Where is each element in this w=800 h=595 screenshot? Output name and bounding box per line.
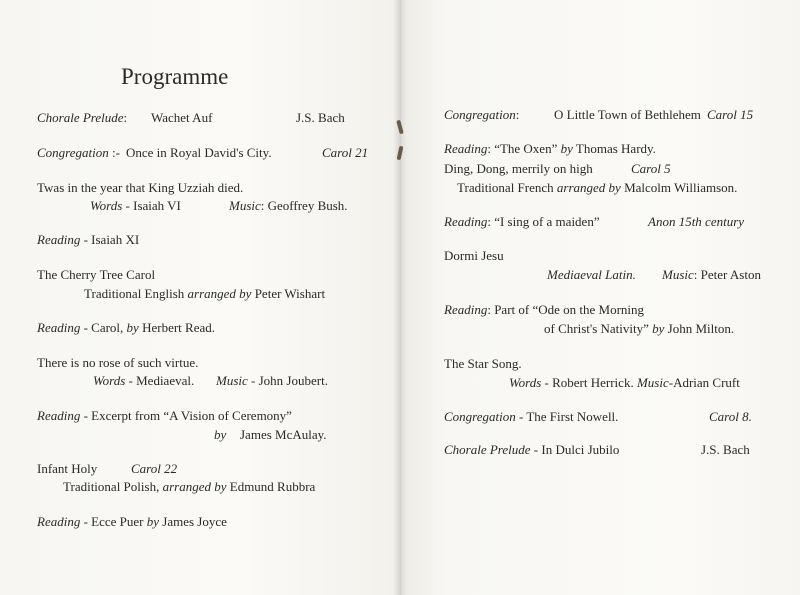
credit-value: : Peter Aston — [693, 267, 761, 282]
author: James Joyce — [159, 514, 227, 529]
credit-label: Words — [90, 198, 123, 213]
credit-label: Music — [636, 375, 669, 390]
work-title: Wachet Auf — [151, 110, 213, 125]
composer: J.S. Bach — [701, 442, 750, 457]
separator: : — [515, 107, 520, 122]
by-label: by — [126, 320, 139, 335]
author: John Milton. — [664, 321, 735, 336]
arranged-by-label: arranged by — [162, 479, 227, 494]
reading-title: - Isaiah XI — [80, 232, 140, 247]
binding-thread-icon — [396, 120, 404, 170]
tradition: Traditional English — [84, 286, 188, 301]
programme-line — [37, 145, 120, 161]
composer: J.S. Bach — [296, 110, 345, 125]
credit-value: Mediaeval Latin. — [547, 267, 636, 282]
programme-line — [37, 408, 292, 424]
arranger: Edmund Rubbra — [226, 479, 316, 494]
credits-line — [216, 373, 328, 389]
credit-value: - Isaiah VI — [122, 198, 181, 213]
arrangement-line — [63, 479, 315, 495]
section-label: Reading — [444, 214, 488, 229]
credit-value: - Mediaeval. — [125, 373, 195, 388]
reading-title: of Christ's Nativity” — [544, 321, 653, 336]
arrangement-line — [457, 180, 737, 196]
right-page — [400, 0, 800, 595]
by-label: by — [560, 141, 573, 156]
section-label: Congregation — [444, 409, 516, 424]
section-label: Reading — [37, 232, 81, 247]
credits-line — [662, 267, 761, 283]
reading-title: - Carol, — [80, 320, 127, 335]
carol-number: Carol 15 — [707, 107, 754, 122]
programme-line — [37, 110, 127, 126]
credit-label: Music — [229, 198, 261, 213]
programme-line — [444, 302, 644, 318]
programme-line — [444, 409, 618, 425]
arranger: Malcolm Williamson. — [620, 180, 738, 195]
credit-label: Music — [662, 267, 694, 282]
work-title: - The First Nowell. — [515, 409, 619, 424]
programme-line — [444, 107, 519, 123]
credit-value: - Robert Herrick. — [541, 375, 637, 390]
programme-line: Infant Holy — [37, 461, 98, 476]
programme-line: Dormi Jesu — [444, 248, 504, 263]
arranger: Peter Wishart — [251, 286, 326, 301]
arranged-by-label: arranged by — [187, 286, 252, 301]
section-label: Congregation — [444, 107, 516, 122]
author: James McAulay. — [240, 427, 327, 442]
section-label: Chorale Prelude — [37, 110, 124, 125]
programme-line — [444, 141, 656, 157]
carol-number: Carol 21 — [322, 145, 369, 160]
programme-line — [444, 442, 619, 458]
credits-line — [93, 373, 194, 389]
separator: :- — [108, 145, 120, 160]
credit-value: - John Joubert. — [247, 373, 328, 388]
credit-label: Words — [93, 373, 126, 388]
section-label: Reading — [37, 408, 81, 423]
author: Thomas Hardy. — [572, 141, 656, 156]
author: Anon 15th century — [648, 214, 745, 229]
section-label: Reading — [37, 514, 81, 529]
section-label: Reading — [444, 302, 488, 317]
credit-value: -Adrian Cruft — [668, 375, 740, 390]
credits-line — [90, 198, 181, 214]
by-label: by — [652, 321, 665, 336]
programme-line: Ding, Dong, merrily on high — [444, 161, 593, 176]
reading-title: - Ecce Puer — [80, 514, 147, 529]
section-label: Reading — [444, 141, 488, 156]
work-title: Once in Royal David's City. — [126, 145, 272, 160]
carol-number: Carol 22 — [131, 461, 178, 476]
programme-line: The Cherry Tree Carol — [37, 267, 156, 282]
carol-number: Carol 8. — [709, 409, 752, 424]
carol-number: Carol 5 — [631, 161, 671, 176]
credits-line — [509, 375, 740, 391]
credit-label: Music — [216, 373, 248, 388]
credit-label: Words — [509, 375, 542, 390]
reading-title: : “The Oxen” — [487, 141, 561, 156]
reading-title: : Part of “Ode on the Morning — [487, 302, 645, 317]
programme-line — [37, 514, 227, 530]
page-title: Programme — [121, 64, 229, 89]
programme-line — [37, 232, 139, 248]
programme-line — [444, 214, 600, 230]
tradition: Traditional Polish, — [63, 479, 163, 494]
credit-value: : Geoffrey Bush. — [260, 198, 348, 213]
programme-line: There is no rose of such virtue. — [37, 355, 199, 370]
tradition: Traditional French — [457, 180, 557, 195]
section-label: Congregation — [37, 145, 109, 160]
reading-continued — [544, 321, 734, 337]
reading-title: - Excerpt from “A Vision of Ceremony” — [80, 408, 292, 423]
arranged-by-label: arranged by — [556, 180, 621, 195]
programme-line: Twas in the year that King Uzziah died. — [37, 180, 244, 195]
section-label: Chorale Prelude — [444, 442, 531, 457]
work-title: O Little Town of Bethlehem — [554, 107, 701, 122]
by-label: by — [146, 514, 160, 529]
programme-line — [37, 320, 215, 336]
by-label: by — [214, 427, 227, 442]
work-title: - In Dulci Jubilo — [530, 442, 620, 457]
programme-line: The Star Song. — [444, 356, 522, 371]
page-fold — [393, 0, 407, 595]
author: Herbert Read. — [138, 320, 215, 335]
credits-line — [229, 198, 348, 214]
reading-title: : “I sing of a maiden” — [487, 214, 600, 229]
separator: : — [123, 110, 128, 125]
section-label: Reading — [37, 320, 81, 335]
arrangement-line — [84, 286, 325, 302]
